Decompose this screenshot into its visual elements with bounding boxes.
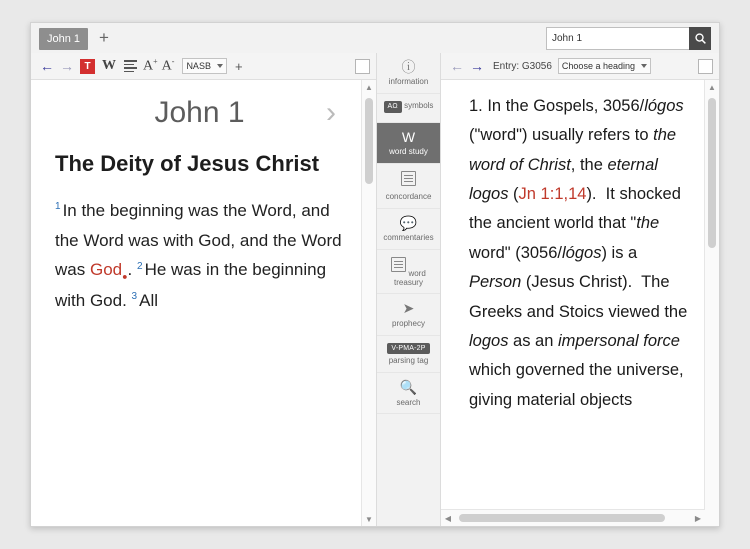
- translation-select[interactable]: [182, 58, 227, 74]
- tab-bar: [31, 23, 719, 54]
- rail-item-parsing-tag[interactable]: [377, 336, 440, 373]
- verse-number-3[interactable]: 3: [131, 290, 138, 302]
- rail-label-information: information: [388, 77, 429, 87]
- rail-item-word-treasury[interactable]: [377, 250, 440, 295]
- scrollbar-corner: [705, 510, 719, 526]
- search-input[interactable]: [546, 27, 689, 50]
- word-study-content: 1. In the Gospels, 3056/lógos ("word") usually refers to the word of Christ, the eternal logos (Jn 1:1,14). It shocked the ancient world that "the word" (3056/lógos) is a Person (Jesus Christ). The Greeks and Stoics viewed the logos as an impersonal force which governed the universe, giving material objects: [469, 97, 688, 409]
- rail-item-symbols[interactable]: [377, 94, 440, 123]
- bible-text-scroll-content: [31, 80, 362, 526]
- forward-arrow-icon[interactable]: →: [60, 58, 74, 74]
- app-window: [30, 22, 720, 527]
- rail-label-word-study: word study: [389, 147, 428, 157]
- verse-number-1[interactable]: 1: [55, 201, 61, 213]
- red-letter-toggle[interactable]: T: [80, 59, 95, 74]
- word-study-body: [441, 80, 719, 526]
- bible-text-body: [31, 80, 376, 526]
- scroll-up-icon[interactable]: ▲: [708, 82, 716, 92]
- search-button[interactable]: [689, 27, 711, 50]
- scroll-up-icon[interactable]: ▲: [365, 82, 373, 92]
- scroll-right-icon[interactable]: ▶: [694, 513, 702, 523]
- page-title: John 1: [154, 96, 245, 129]
- verse-3-text: All: [139, 290, 159, 310]
- bible-toolbar: [31, 53, 376, 80]
- heading-select[interactable]: [558, 58, 651, 74]
- rail-item-commentaries[interactable]: [377, 209, 440, 250]
- word-study-vertical-scrollbar[interactable]: [704, 80, 719, 526]
- verse-1-marker-icon: ●: [122, 271, 128, 282]
- back-arrow-icon[interactable]: ←: [40, 58, 54, 74]
- prophecy-icon: ➤: [402, 300, 415, 317]
- bible-vertical-scrollbar[interactable]: [361, 80, 376, 526]
- word-study-pane: [441, 53, 719, 526]
- chevron-down-icon: [217, 64, 223, 68]
- verse-text: [55, 196, 344, 315]
- word-study-icon: W: [401, 128, 416, 145]
- rail-label-search: search: [396, 397, 421, 407]
- verse-1-text-after: .: [127, 260, 133, 280]
- panel-toggle-icon[interactable]: [698, 59, 713, 74]
- back-arrow-icon[interactable]: ←: [450, 58, 464, 74]
- chevron-down-icon: [641, 64, 647, 68]
- parsing-tag-icon: V-PMA-2P: [387, 343, 429, 355]
- commentaries-icon: 💬: [399, 214, 418, 231]
- word-study-horizontal-scrollbar[interactable]: [441, 509, 705, 526]
- word-toggle-icon[interactable]: W: [102, 58, 116, 73]
- rail-item-word-study[interactable]: [377, 123, 440, 164]
- tool-rail: [377, 53, 441, 526]
- forward-arrow-icon[interactable]: →: [470, 58, 484, 74]
- scroll-thumb[interactable]: [708, 98, 716, 248]
- rail-label-parsing-tag: parsing tag: [388, 356, 429, 366]
- rail-label-prophecy: prophecy: [392, 318, 425, 328]
- chevron-right-icon[interactable]: ›: [326, 96, 336, 129]
- panel-toggle-icon[interactable]: [355, 59, 370, 74]
- verse-1-text-before: In the beginning was the Word, and the Word was with God, and the Word was: [55, 200, 342, 280]
- scroll-left-icon[interactable]: ◀: [444, 513, 452, 523]
- scroll-down-icon[interactable]: ▼: [365, 514, 373, 524]
- information-icon: ⓘ: [401, 59, 416, 75]
- scripture-reference-link[interactable]: Jn 1:1,14: [518, 185, 587, 204]
- translation-label: NASB: [186, 61, 211, 71]
- scroll-thumb[interactable]: [365, 98, 373, 184]
- rail-item-prophecy[interactable]: [377, 294, 440, 335]
- rail-label-concordance: concordance: [385, 191, 432, 201]
- top-search-container: [546, 27, 711, 50]
- add-translation-button[interactable]: +: [234, 58, 243, 74]
- symbols-icon: ΑΩ: [384, 101, 402, 113]
- new-tab-button[interactable]: +: [99, 28, 109, 47]
- rail-item-concordance[interactable]: [377, 164, 440, 209]
- entry-label: Entry: G3056: [493, 60, 552, 72]
- paragraph-icon[interactable]: [124, 58, 137, 74]
- passage-heading: The Deity of Jesus Christ: [55, 151, 320, 176]
- rail-label-word-treasury: word treasury: [394, 268, 426, 287]
- search-icon: 🔍: [399, 379, 418, 396]
- panes: [31, 53, 719, 526]
- bible-pane: [31, 53, 377, 526]
- font-decrease-button[interactable]: A-: [161, 57, 175, 74]
- tab-john-1[interactable]: John 1: [39, 28, 88, 50]
- scroll-thumb-horizontal[interactable]: [459, 514, 665, 522]
- rail-label-symbols: symbols: [404, 101, 434, 111]
- rail-label-commentaries: commentaries: [383, 233, 434, 243]
- word-treasury-icon: [391, 257, 406, 272]
- search-icon: [694, 32, 707, 45]
- concordance-icon: [401, 171, 416, 186]
- rail-item-information[interactable]: [377, 53, 440, 94]
- verse-1-red-word[interactable]: God: [89, 260, 123, 280]
- font-increase-button[interactable]: A+: [143, 57, 158, 74]
- verse-2-text: He was in the beginning with God.: [55, 260, 327, 310]
- word-study-toolbar: [441, 53, 719, 80]
- entry-paragraph-number: 1.: [469, 97, 483, 115]
- chapter-header: [55, 96, 344, 130]
- rail-item-search[interactable]: [377, 373, 440, 414]
- heading-select-label: Choose a heading: [561, 61, 635, 71]
- verse-number-2[interactable]: 2: [137, 260, 143, 272]
